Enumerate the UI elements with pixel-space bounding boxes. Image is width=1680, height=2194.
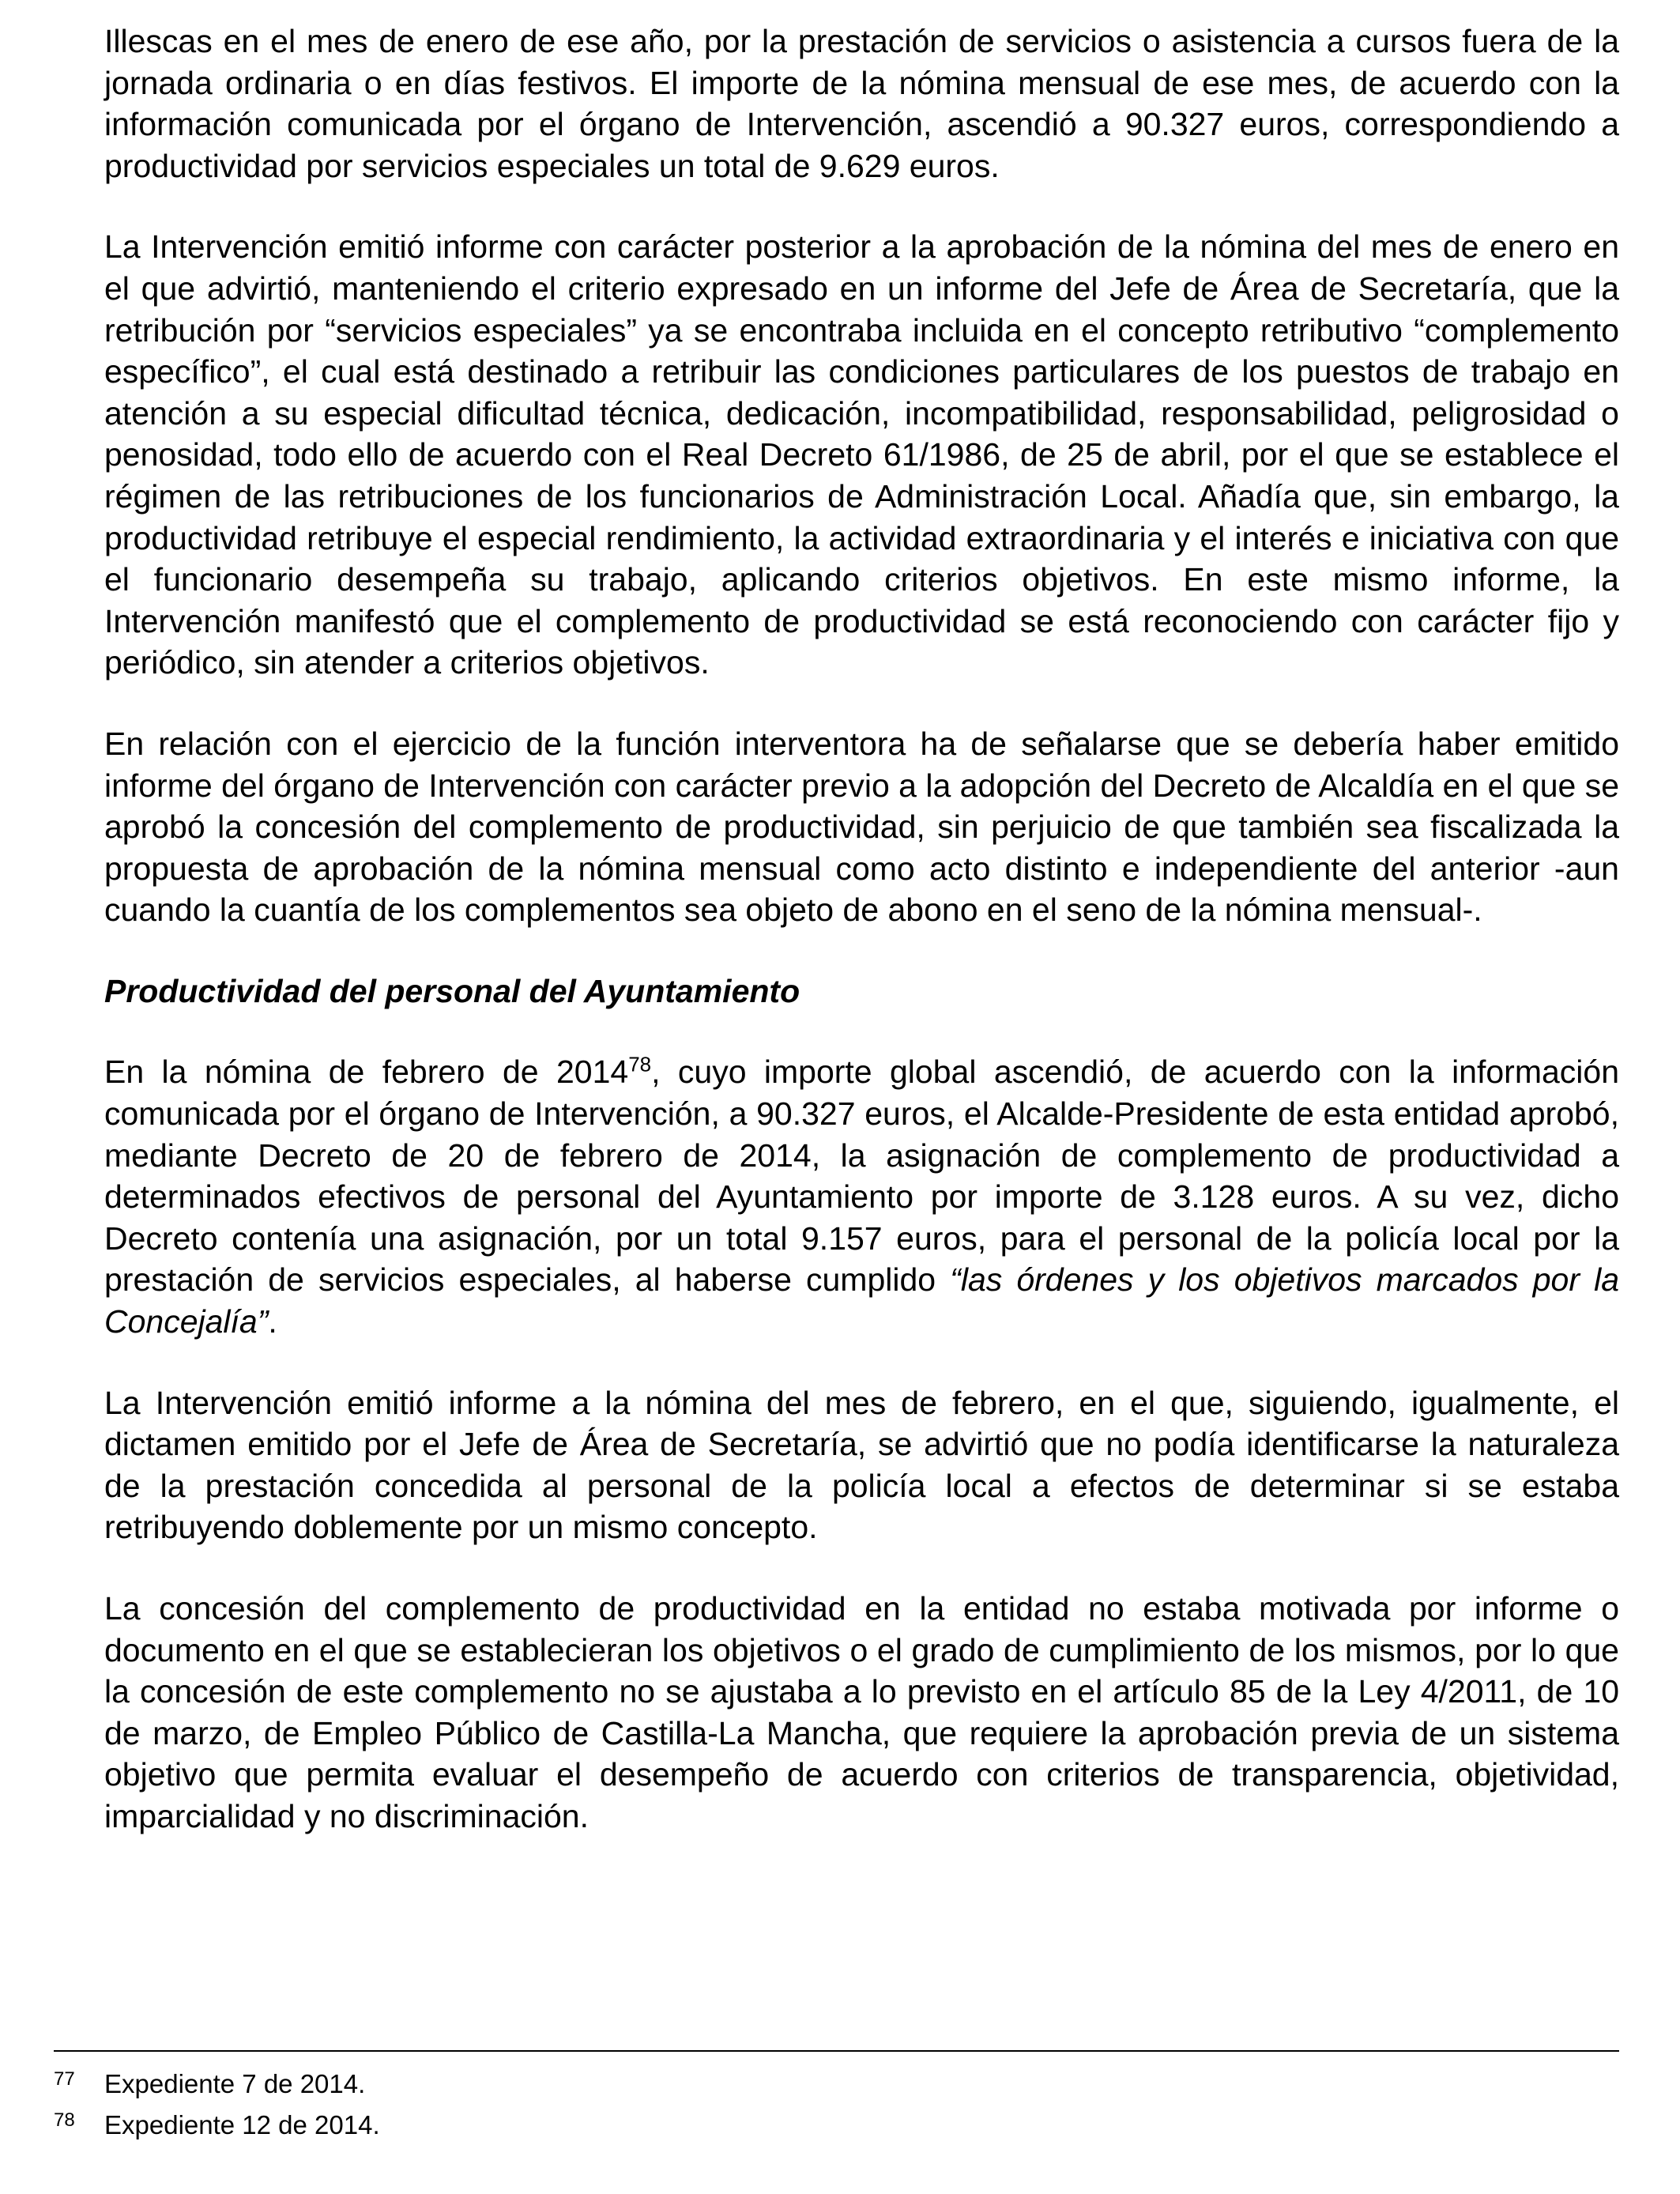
section-heading: Productividad del personal del Ayuntamiento [104, 972, 800, 1009]
footnote-text: Expediente 12 de 2014. [104, 2110, 380, 2139]
paragraph-1: Illescas en el mes de enero de ese año, por la prestación de servicios o asistencia a cursos fuera de la jornada ordinaria o en días festivos. El importe de la nómina mensual de ese mes, de acuerdo con la información comunicada por el órgano de Intervención, ascendió a 90.327 euros, correspondiendo a productividad por servicios especiales un total de 9.629 euros. [104, 23, 1619, 184]
paragraph-4 [104, 1051, 1619, 1342]
footnote-77 [54, 2066, 1619, 2107]
document-body [104, 21, 1619, 1877]
footnote-ref-78: 78 [628, 1052, 652, 1076]
footnote-number: 78 [54, 2109, 75, 2131]
footnote-number: 77 [54, 2068, 75, 2090]
footnote-divider [54, 2050, 1619, 2052]
footnotes [54, 2050, 1619, 2148]
footnote-78 [54, 2107, 1619, 2148]
paragraph-4-body: , cuyo importe global ascendió, de acuerdo con la información comunicada por el órgano de Intervención, a 90.327 euros, el Alcalde-Presidente de esta entidad aprobó, mediante Decreto de 20 de febrero de 2014, la asignación de complemento de productividad a determinados efectivos de personal del Ayuntamiento por importe de 3.128 euros. A su vez, dicho Decreto contenía una asignación, por un total 9.157 euros, para el personal de la policía local por la prestación de servicios especiales, al haberse cumplido [104, 1054, 1619, 1299]
paragraph-2: La Intervención emitió informe con carácter posterior a la aprobación de la nómina del mes de enero en el que advirtió, manteniendo el criterio expresado en un informe del Jefe de Área de Secretaría, que la retribución por “servicios especiales” ya se encontraba incluida en el concepto retributivo “complemento específico”, el cual está destinado a retribuir las condiciones particulares de los puestos de trabajo en atención a su especial dificultad técnica, dedicación, incompatibilidad, responsabilidad, peligrosidad o penosidad, todo ello de acuerdo con el Real Decreto 61/1986, de 25 de abril, por el que se establece el régimen de las retribuciones de los funcionarios de Administración Local. Añadía que, sin embargo, la productividad retribuye el especial rendimiento, la actividad extraordinaria y el interés e iniciativa con que el funcionario desempeña su trabajo, aplicando criterios objetivos. En este mismo informe, la Intervención manifestó que el complemento de productividad se está reconociendo con carácter fijo y periódico, sin atender a criterios objetivos. [104, 228, 1619, 681]
paragraph-4-end: . [268, 1303, 277, 1340]
paragraph-6: La concesión del complemento de productividad en la entidad no estaba motivada por informe o documento en el que se establecieran los objetivos o el grado de cumplimiento de los mismos, por lo que la concesión de este complemento no se ajustaba a lo previsto en el artículo 85 de la Ley 4/2011, de 10 de marzo, de Empleo Público de Castilla-La Mancha, que requiere la aprobación previa de un sistema objetivo que permita evaluar el desempeño de acuerdo con criterios de transparencia, objetividad, imparcialidad y no discriminación. [104, 1590, 1619, 1834]
paragraph-4-start: En la nómina de febrero de 2014 [104, 1054, 629, 1091]
paragraph-3: En relación con el ejercicio de la función interventora ha de señalarse que se debería haber emitido informe del órgano de Intervención con carácter previo a la adopción del Decreto de Alcaldía en el que se aprobó la concesión del complemento de productividad, sin perjuicio de que también sea fiscalizada la propuesta de aprobación de la nómina mensual como acto distinto e independiente del anterior -aun cuando la cuantía de los complementos sea objeto de abono en el seno de la nómina mensual-. [104, 725, 1619, 929]
footnote-text: Expediente 7 de 2014. [104, 2069, 366, 2098]
paragraph-5: La Intervención emitió informe a la nómina del mes de febrero, en el que, siguiendo, igualmente, el dictamen emitido por el Jefe de Área de Secretaría, se advirtió que no podía identificarse la naturaleza de la prestación concedida al personal de la policía local a efectos de determinar si se estaba retribuyendo doblemente por un mismo concepto. [104, 1384, 1619, 1546]
paragraph-4-quote: “las órdenes y los objetivos marcados por la Concejalía” [104, 1261, 1619, 1340]
